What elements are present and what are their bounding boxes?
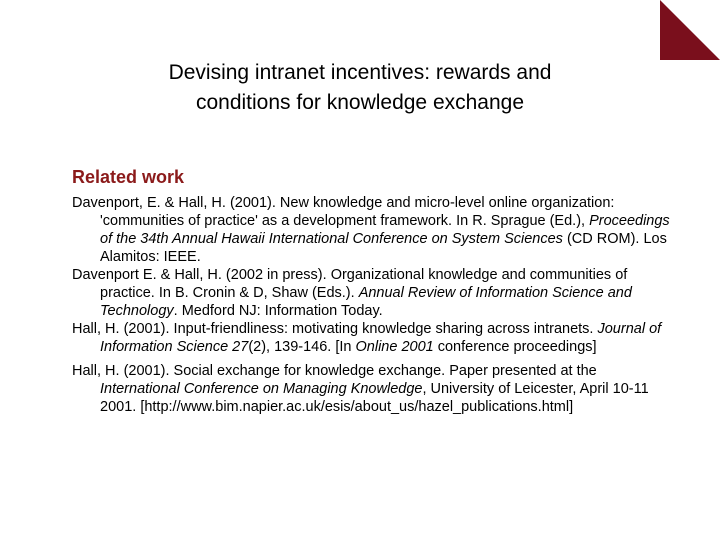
reference-text: Hall, H. (2001). Input-friendliness: motivating knowledge sharing across intranets. (72, 321, 598, 337)
reference-text: (2), 139-146. [In (248, 339, 356, 355)
reference-text: conference proceedings] (433, 339, 597, 355)
slide-title-line-1: Devising intranet incentives: rewards and (168, 61, 552, 84)
reference-italic-text: Journal of Information Science 27 (100, 321, 662, 355)
slide-title (60, 58, 660, 118)
corner-triangle-decoration (660, 0, 720, 60)
reference-text: (CD ROM). Los Alamitos: IEEE. (100, 231, 667, 265)
reference-italic-text: International Conference on Managing Knowledge (100, 381, 423, 397)
reference-text: Davenport, E. & Hall, H. (2001). New knowledge and micro-level online organization: 'communities of practice' as a development framework. In R. Sprague (Ed.), (72, 195, 615, 229)
reference-entry (72, 194, 672, 266)
reference-italic-text: Proceedings of the 34th Annual Hawaii International Conference on System Sciences (100, 213, 670, 247)
reference-entry (72, 362, 672, 416)
reference-text: , University of Leicester, April 10-11 2001. [http://www.bim.napier.ac.uk/esis/about_us/hazel_publications.html] (100, 381, 649, 415)
reference-italic-text: Annual Review of Information Science and Technology (100, 285, 632, 319)
reference-entry (72, 320, 672, 356)
reference-list (72, 194, 672, 416)
reference-entry (72, 266, 672, 320)
reference-italic-text: Online 2001 (355, 339, 434, 355)
reference-text: Davenport E. & Hall, H. (2002 in press). Organizational knowledge and communities of practice. In B. Cronin & D, Shaw (Eds.). (72, 267, 628, 301)
reference-text: Hall, H. (2001). Social exchange for knowledge exchange. Paper presented at the (72, 363, 597, 379)
section-heading: Related work (72, 167, 185, 187)
reference-text: . Medford NJ: Information Today. (173, 303, 383, 319)
slide-title-line-2: conditions for knowledge exchange (195, 91, 525, 114)
